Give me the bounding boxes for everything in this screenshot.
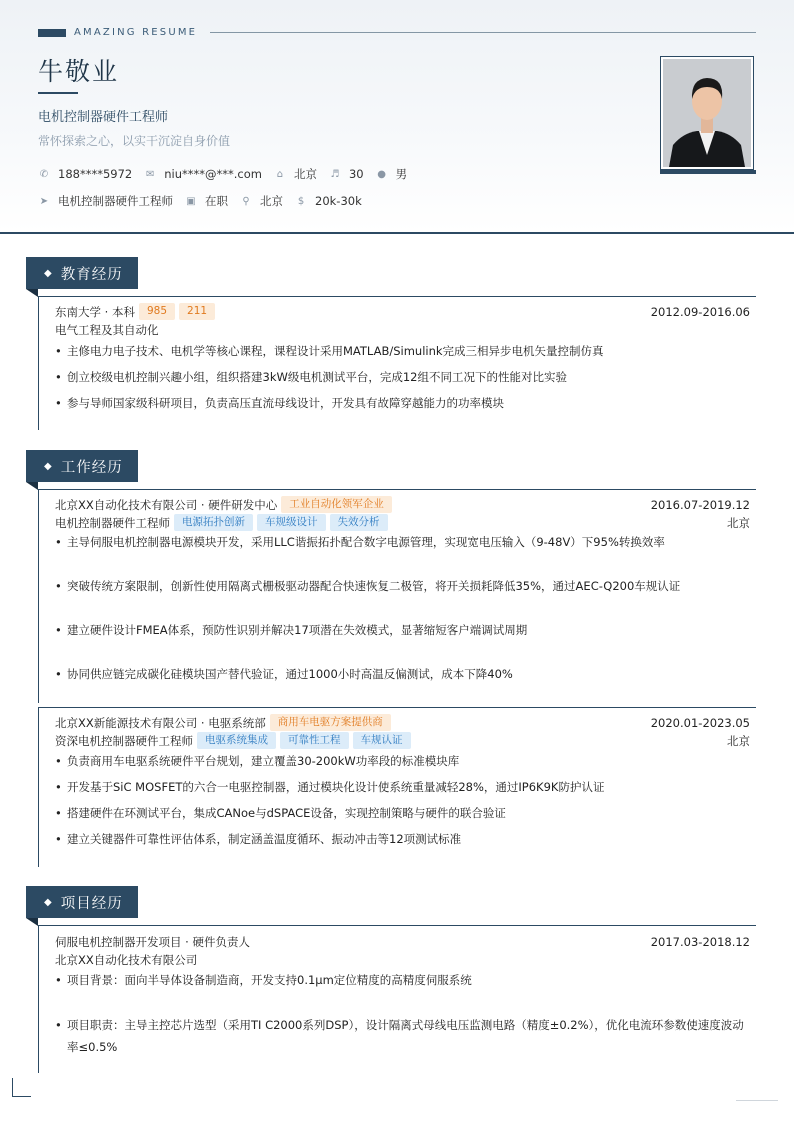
job-title: 电机控制器硬件工程师 — [38, 110, 169, 125]
name-underline — [38, 92, 78, 94]
phone-item: ✆ 188****5972 — [39, 167, 133, 181]
work-bullet: • 建立硬件设计FMEA体系，预防性识别并解决17项潜在失效模式，显著缩短客户端调试周期 — [55, 620, 744, 640]
page-corner-mark — [736, 1100, 778, 1101]
project-bullet: • 项目职责：主导主控芯片选型（采用TI C2000系列DSP），设计隔离式母线电压监测电路（精度±0.2%），优化电流环参数使速度波动率≤0.5% — [55, 1014, 744, 1058]
phone-icon: ✆ — [39, 168, 49, 180]
work-city: 北京 — [727, 733, 750, 748]
status-item: ▣ 在职 — [186, 194, 228, 208]
project-period: 2017.03-2018.12 — [650, 935, 750, 949]
diamond-icon: ◆ — [44, 460, 53, 472]
company-tag: 工业自动化领军企业 — [281, 496, 392, 513]
work-bullet: • 突破传统方案限制，创新性使用隔离式栅极驱动器配合快速恢复二极管，将开关损耗降低35%，通过AEC-Q200车规认证 — [55, 576, 744, 596]
major: 电气工程及其自动化 — [55, 323, 159, 337]
work-bullet: • 开发基于SiC MOSFET的六合一电驱控制器，通过模块化设计使系统重量减轻28%，通过IP6K9K防护认证 — [55, 777, 744, 797]
work-bullet: • 负责商用车电驱系统硬件平台规划，建立覆盖30-200kW功率段的标准模块库 — [55, 751, 744, 771]
target-city-item: ⚲ 北京 — [240, 193, 283, 209]
salary-item: $ 20k-30k — [295, 194, 362, 208]
cake-icon: ♬ — [330, 168, 340, 180]
contact-row — [38, 166, 419, 182]
company-name: 北京XX自动化技术有限公司 · 硬件研发中心 — [55, 497, 278, 512]
skill-tag: 电驱系统集成 — [197, 732, 276, 749]
header-accent-bar — [38, 29, 66, 37]
project-block — [38, 925, 756, 1073]
project-title: 伺服电机控制器开发项目 · 硬件负责人 — [55, 935, 250, 949]
company-name: 北京XX新能源技术有限公司 · 电驱系统部 — [55, 715, 266, 730]
resume-tagline: AMAZING RESUME — [74, 27, 198, 38]
header-divider — [210, 32, 756, 33]
project-company: 北京XX自动化技术有限公司 — [55, 953, 198, 967]
candidate-name: 牛敬业 — [38, 57, 120, 86]
diamond-icon: ◆ — [44, 896, 53, 908]
mail-icon: ✉ — [146, 168, 155, 180]
education-bullet: • 主修电力电子技术、电机学等核心课程，课程设计采用MATLAB/Simulink完成三相异步电机矢量控制仿真 — [55, 341, 744, 361]
work-period: 2016.07-2019.12 — [650, 497, 750, 512]
intention-row — [38, 193, 374, 209]
education-bullet: • 创立校级电机控制兴趣小组，组织搭建3kW级电机测试平台，完成12组不同工况下的性能对比实验 — [55, 367, 744, 387]
profile-photo — [660, 56, 754, 170]
gender-icon: ● — [377, 168, 386, 180]
photo-accent-bar — [660, 170, 756, 174]
education-bullet: • 参与导师国家级科研项目，负责高压直流母线设计，开发具有故障穿越能力的功率模块 — [55, 393, 744, 413]
send-icon: ➤ — [39, 195, 49, 207]
money-icon: $ — [297, 195, 305, 207]
skill-tag: 失效分析 — [330, 514, 388, 531]
work-bullet: • 协同供应链完成碳化硅模块国产替代验证，通过1000小时高温反偏测试，成本下降40% — [55, 664, 744, 684]
education-block — [38, 296, 756, 430]
home-icon: ⌂ — [276, 168, 284, 180]
skill-tag: 电源拓扑创新 — [174, 514, 253, 531]
gender-item: ● 男 — [377, 167, 408, 181]
school-name: 东南大学 · 本科 — [55, 304, 135, 319]
target-job-item: ➤ 电机控制器硬件工程师 — [39, 194, 173, 208]
briefcase-icon: ▣ — [186, 195, 196, 207]
role-title: 电机控制器硬件工程师 — [55, 515, 170, 530]
work-period: 2020.01-2023.05 — [650, 715, 750, 730]
school-tag: 211 — [179, 303, 215, 320]
email-item: ✉ niu****@***.com — [146, 167, 262, 181]
work-city: 北京 — [727, 515, 750, 530]
motto: 常怀探索之心，以实干沉淀自身价值 — [38, 134, 231, 148]
work-bullet: • 搭建硬件在环测试平台，集成CANoe与dSPACE设备，实现控制策略与硬件的联合验证 — [55, 803, 744, 823]
location-icon: ⚲ — [242, 195, 250, 207]
skill-tag: 可靠性工程 — [280, 732, 349, 749]
section-education-heading: ◆ 教育经历 — [26, 257, 138, 289]
work-block-1 — [38, 489, 756, 703]
section-work-heading: ◆ 工作经历 — [26, 450, 138, 482]
project-bullet: • 项目背景：面向半导体设备制造商，开发支持0.1μm定位精度的高精度伺服系统 — [55, 970, 744, 990]
hometown-item: ⌂ 北京 — [274, 166, 317, 182]
page-corner-mark — [12, 1078, 31, 1097]
section-project-heading: ◆ 项目经历 — [26, 886, 138, 918]
age-item: ♬ 30 — [330, 167, 364, 181]
skill-tag: 车规级设计 — [257, 514, 326, 531]
portrait-image — [663, 59, 751, 167]
work-bullet: • 主导伺服电机控制器电源模块开发，采用LLC谐振拓扑配合数字电源管理，实现宽电压输入（9-48V）下95%转换效率 — [55, 532, 744, 552]
school-tag: 985 — [139, 303, 175, 320]
role-title: 资深电机控制器硬件工程师 — [55, 733, 193, 748]
work-block-2 — [38, 707, 756, 867]
education-period: 2012.09-2016.06 — [650, 304, 750, 319]
work-bullet: • 建立关键器件可靠性评估体系，制定涵盖温度循环、振动冲击等12项测试标准 — [55, 829, 744, 849]
company-tag: 商用车电驱方案提供商 — [270, 714, 391, 731]
diamond-icon: ◆ — [44, 267, 53, 279]
skill-tag: 车规认证 — [353, 732, 411, 749]
